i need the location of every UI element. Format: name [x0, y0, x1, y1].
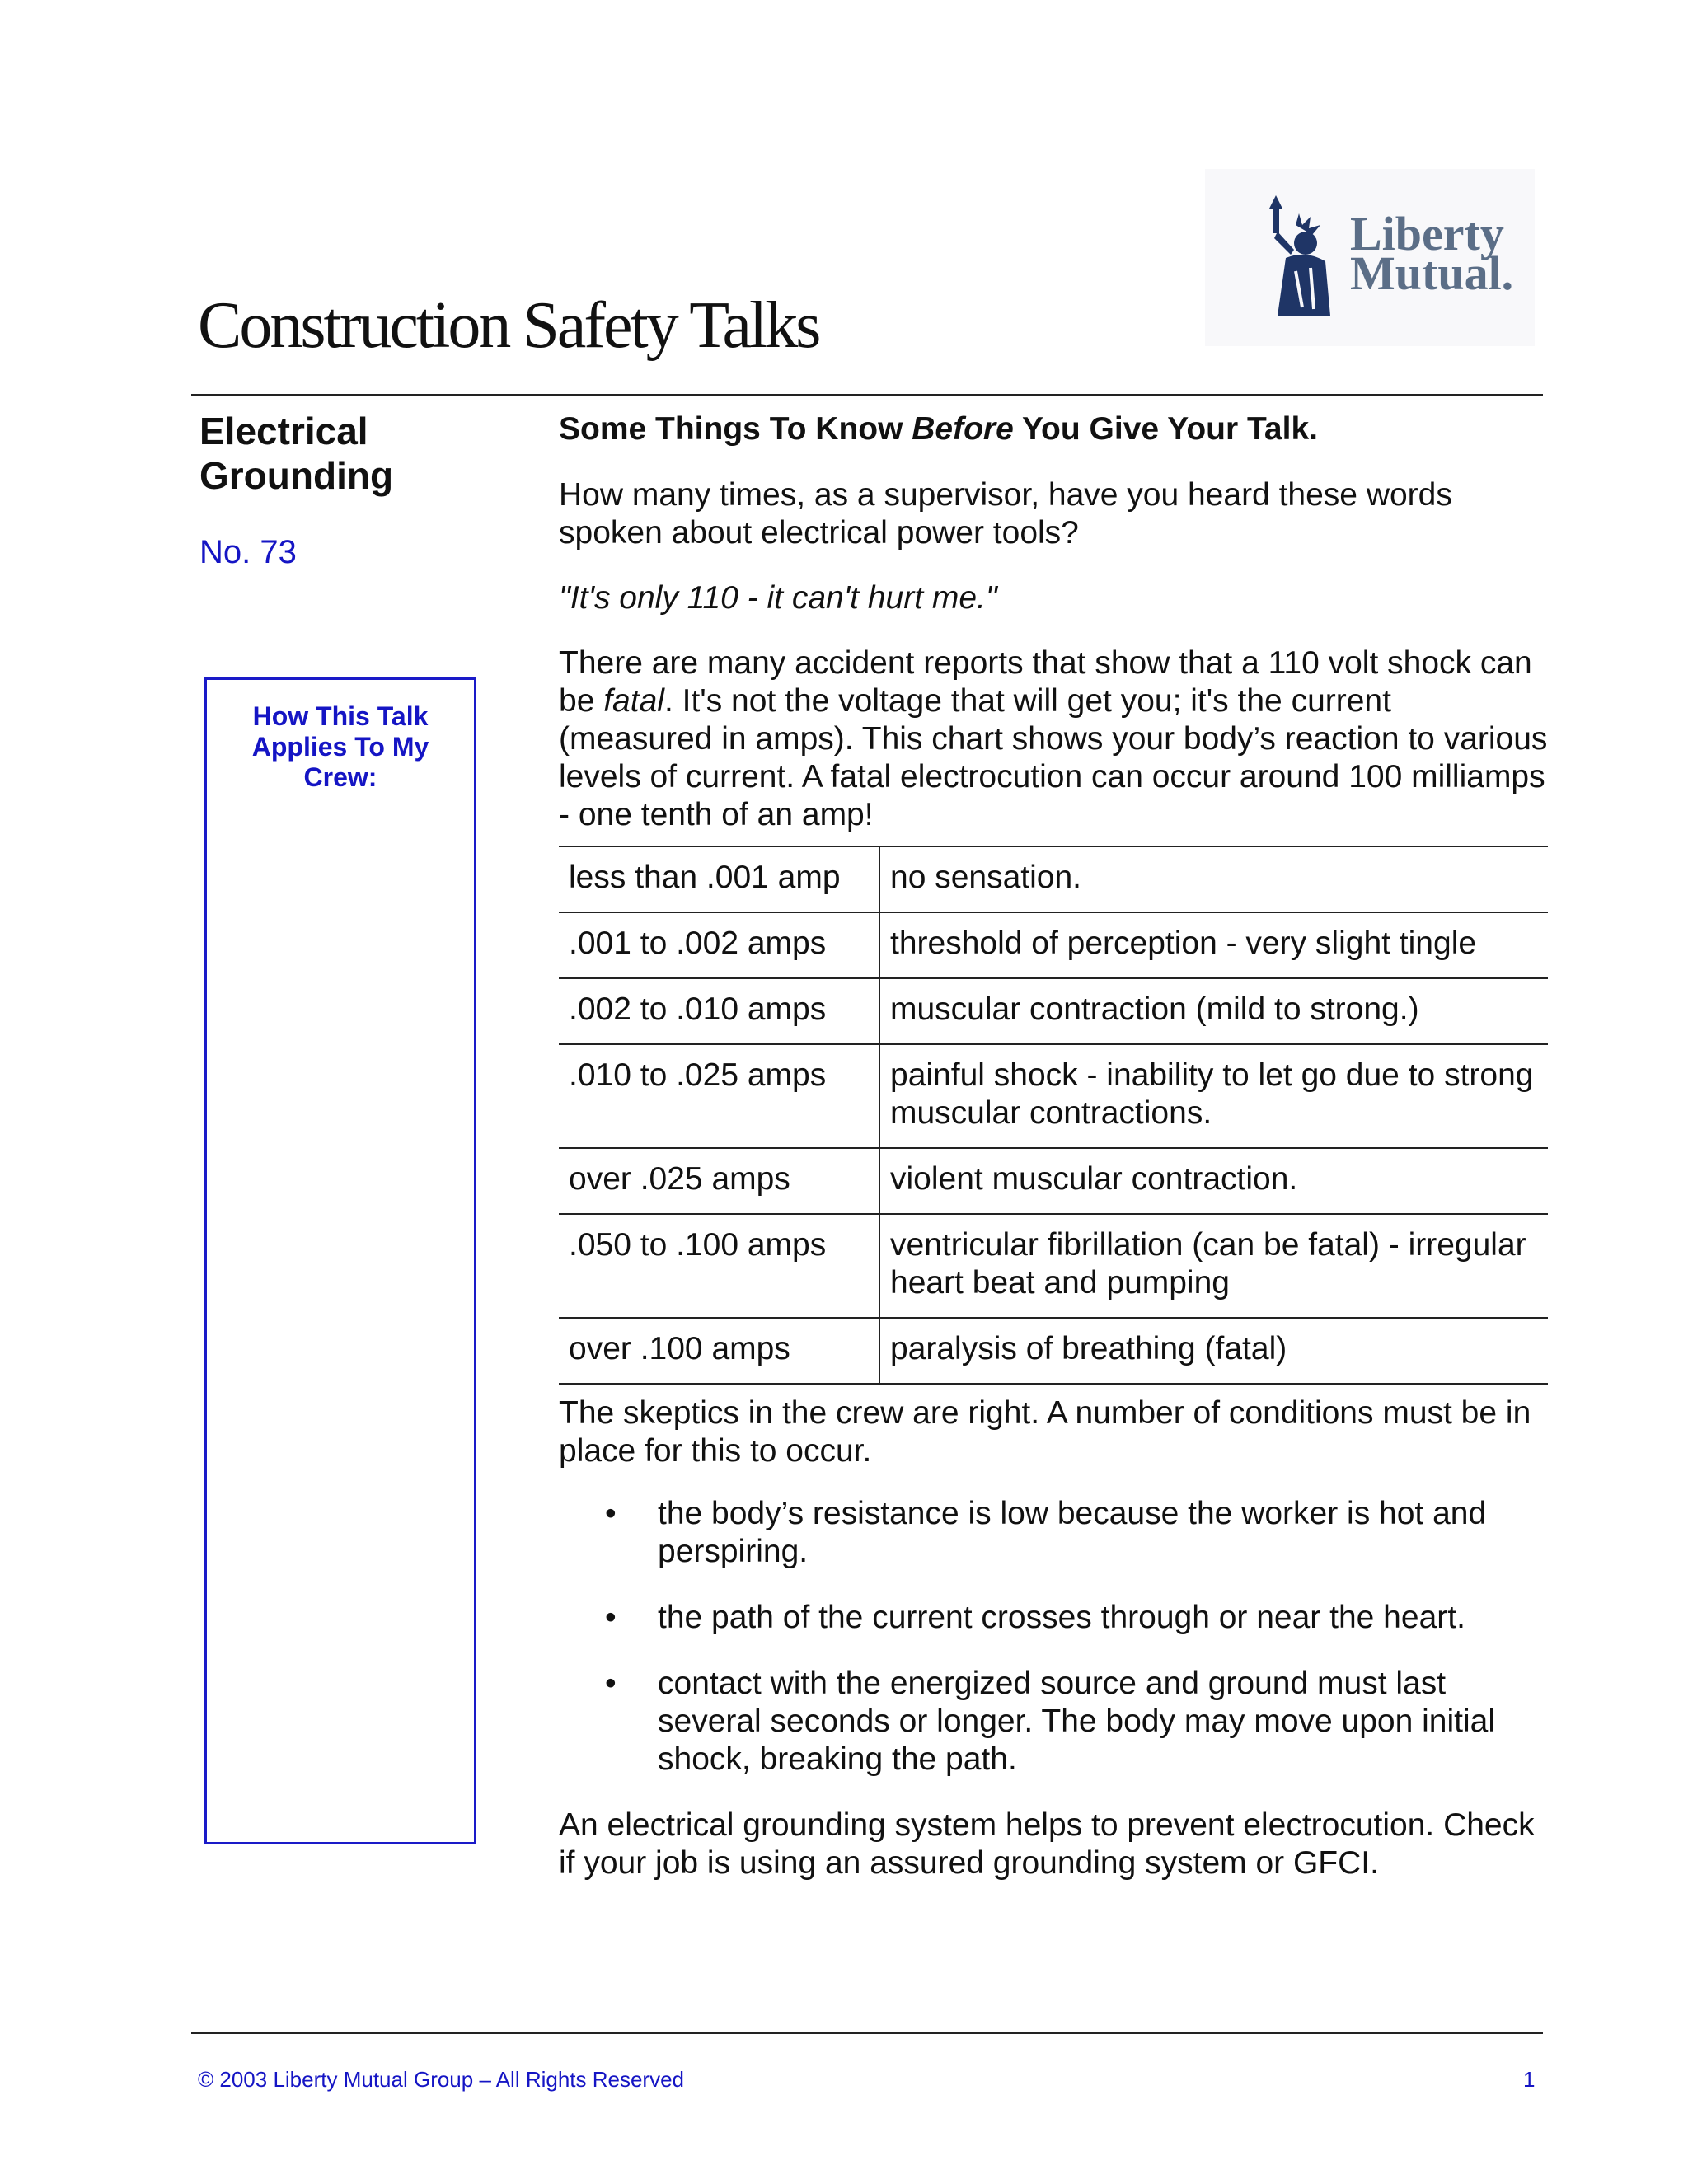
topic-line-1: Electrical: [199, 410, 368, 452]
list-item-text: the body’s resistance is low because the worker is hot and perspiring.: [658, 1496, 1487, 1569]
logo-wordmark: [1350, 206, 1514, 300]
crew-notes-heading: How This Talk Applies To My Crew:: [251, 701, 429, 792]
quote-paragraph: "It's only 110 - it can't hurt me.": [559, 580, 997, 616]
skeptics-paragraph: The skeptics in the crew are right. A number of conditions must be in place for this to occur.: [559, 1395, 1531, 1469]
amperage-cell: .050 to .100 amps: [559, 1214, 879, 1318]
page-number: 1: [1523, 2067, 1536, 2092]
header-divider: [191, 394, 1543, 396]
list-item-text: the path of the current crosses through or near the heart.: [658, 1600, 1465, 1635]
talk-number: No. 73: [199, 534, 297, 570]
list-item-text: contact with the energized source and ground must last several seconds or longer. The body may move upon initial shock, breaking the path.: [658, 1666, 1496, 1777]
table-row: [559, 1318, 1548, 1384]
topic-line-2: Grounding: [199, 454, 394, 497]
main-content: [559, 410, 1548, 1882]
effect-cell: paralysis of breathing (fatal): [879, 1318, 1548, 1384]
conditions-list: [559, 1495, 1548, 1779]
amperage-cell: .002 to .010 amps: [559, 978, 879, 1044]
effect-cell: no sensation.: [879, 846, 1548, 912]
effect-cell: ventricular fibrillation (can be fatal) - irregular heart beat and pumping: [879, 1214, 1548, 1318]
body-paragraph: [559, 644, 1548, 834]
amperage-cell: .001 to .002 amps: [559, 912, 879, 978]
closing-paragraph: An electrical grounding system helps to prevent electrocution. Check if your job is using an assured grounding system or GFCI.: [559, 1807, 1535, 1881]
amperage-cell: less than .001 amp: [559, 846, 879, 912]
logo-line-1: Liberty: [1350, 206, 1504, 260]
body-pre: There are many accident reports that show that a 110 volt shock can be: [559, 645, 1532, 719]
list-item: [559, 1665, 1548, 1779]
document-title: Construction Safety Talks: [198, 289, 819, 362]
table-row: [559, 1214, 1548, 1318]
statue-of-liberty-icon: [1245, 192, 1343, 324]
bullet-icon: •: [605, 1666, 617, 1701]
bullet-icon: •: [605, 1496, 617, 1531]
list-item: [559, 1599, 1548, 1637]
copyright-notice: © 2003 Liberty Mutual Group – All Rights Reserved: [198, 2067, 685, 2092]
effect-cell: muscular contraction (mild to strong.): [879, 978, 1548, 1044]
table-row: [559, 978, 1548, 1044]
table-row: [559, 1044, 1548, 1148]
effect-cell: painful shock - inability to let go due to strong muscular contractions.: [879, 1044, 1548, 1148]
subheading-post: You Give Your Talk.: [1013, 411, 1318, 447]
section-subheading: [559, 410, 1548, 448]
subheading-pre: Some Things To Know: [559, 411, 912, 447]
body-emphasis: fatal: [603, 683, 664, 719]
current-effects-table: [559, 846, 1548, 1385]
topic-title: [199, 409, 513, 498]
table-row: [559, 1148, 1548, 1214]
liberty-mutual-logo: [1205, 169, 1535, 346]
effect-cell: violent muscular contraction.: [879, 1148, 1548, 1214]
table-row: [559, 912, 1548, 978]
bullet-icon: •: [605, 1600, 617, 1635]
body-post: . It's not the voltage that will get you; it's the current (measured in amps). This chart shows your body’s reaction to various levels of current. A fatal electrocution can occur around 100 milliamps - one tenth of an amp!: [559, 683, 1548, 832]
sidebar: [199, 409, 513, 571]
logo-line-2: Mutual.: [1350, 246, 1514, 300]
list-item: [559, 1495, 1548, 1571]
amperage-cell: over .025 amps: [559, 1148, 879, 1214]
footer-divider: [191, 2032, 1543, 2034]
amperage-cell: .010 to .025 amps: [559, 1044, 879, 1148]
effect-cell: threshold of perception - very slight tingle: [879, 912, 1548, 978]
crew-notes-box: [204, 677, 476, 1844]
table-row: [559, 846, 1548, 912]
intro-paragraph: How many times, as a supervisor, have you heard these words spoken about electrical power tools?: [559, 477, 1452, 551]
subheading-emphasis: Before: [912, 411, 1014, 447]
amperage-cell: over .100 amps: [559, 1318, 879, 1384]
